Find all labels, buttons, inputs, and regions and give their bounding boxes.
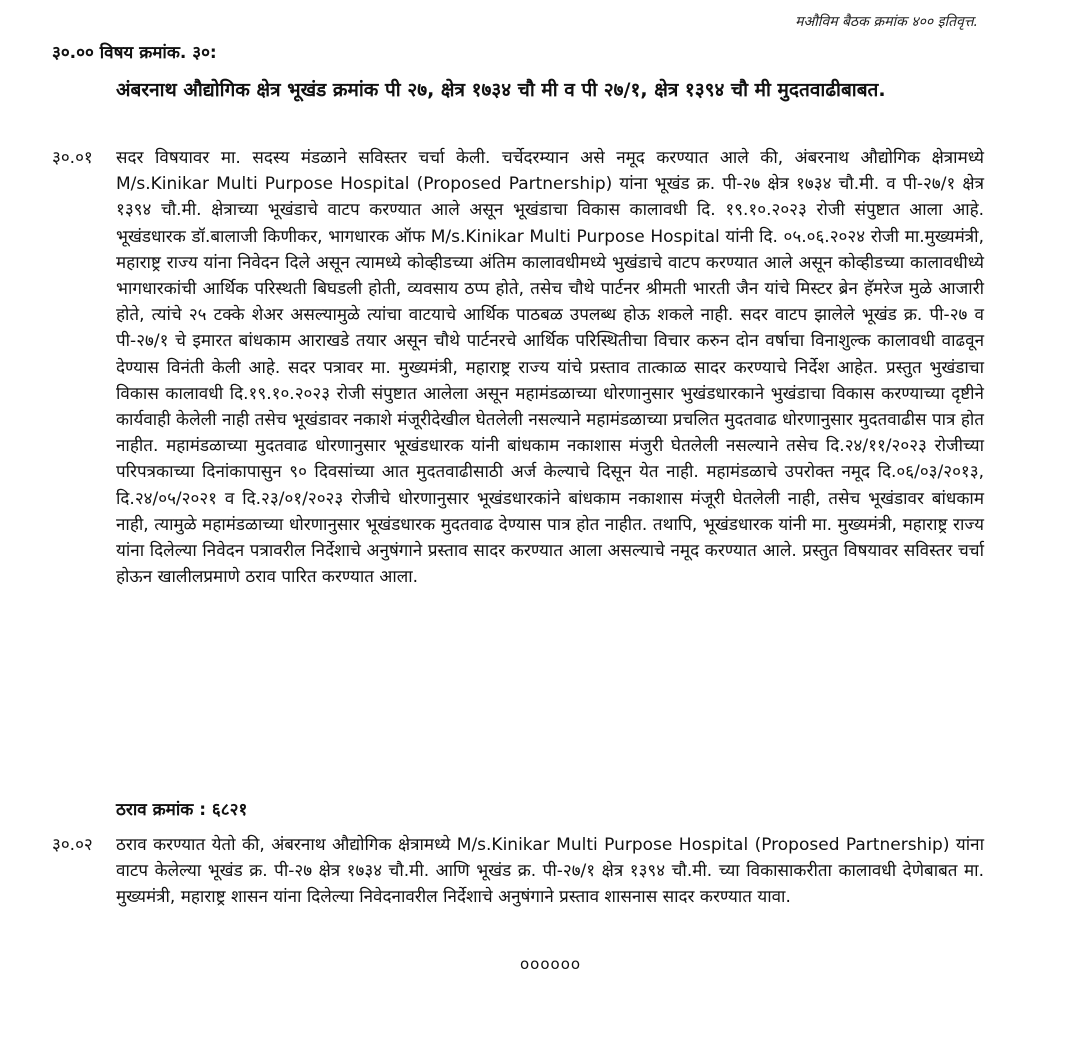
resolution-heading: ठराव क्रमांक : ६८२१ bbox=[116, 800, 248, 820]
end-of-section-mark: oooooo bbox=[520, 955, 582, 973]
paragraph-number-1: ३०.०१ bbox=[52, 148, 93, 168]
paragraph-number-2: ३०.०२ bbox=[52, 835, 93, 855]
meeting-minutes-header: मऔविम बैठक क्रमांक ४०० इतिवृत्त. bbox=[795, 14, 978, 30]
subject-title: अंबरनाथ औद्योगिक क्षेत्र भूखंड क्रमांक पी २७, क्षेत्र १७३४ चौ मी व पी २७/१, क्षेत्र १३९४ चौ मी मुदतवाढीबाबत. bbox=[116, 79, 886, 101]
paragraph-resolution: ठराव करण्यात येतो की, अंबरनाथ औद्योगिक क्षेत्रामध्ये M/s.Kinikar Multi Purpose Hospital (Proposed Partnership) यांना वाटप केलेल्या भूखंड क्र. पी-२७ क्षेत्र १७३४ चौ.मी. आणि भूखंड क्र. पी-२७/१ क्षेत्र १३९४ चौ.मी. च्या विकासाकरीता कालावधी देणेबाबत मा. मुख्यमंत्री, महाराष्ट्र शासन यांना दिलेल्या निवेदनावरील निर्देशाचे अनुषंगाने प्रस्ताव शासनास सादर करण्यात यावा. bbox=[116, 835, 984, 908]
paragraph-discussion: सदर विषयावर मा. सदस्य मंडळाने सविस्तर चर्चा केली. चर्चेदरम्यान असे नमूद करण्यात आले की, अंबरनाथ औद्योगिक क्षेत्रामध्ये M/s.Kinikar Multi Purpose Hospital (Proposed Partnership) यांना भूखंड क्र. पी-२७ क्षेत्र १७३४ चौ.मी. व पी-२७/१ क्षेत्र १३९४ चौ.मी. क्षेत्राच्या भूखंडाचे वाटप करण्यात आले असून भूखंडाचा विकास कालावधी दि. १९.१०.२०२३ रोजी संपुष्टात आला आहे. भूखंडधारक डॉ.बालाजी किणीकर, भागधारक ऑफ M/s.Kinikar Multi Purpose Hospital यांनी दि. ०५.०६.२०२४ रोजी मा.मुख्यमंत्री, महाराष्ट्र राज्य यांना निवेदन दिले असून त्यामध्ये कोव्हीडच्या अंतिम कालावधीमध्ये भुखंडाचे वाटप करण्यात आले असून कोव्हीडच्या कालावधीध्ये भागधारकांची आर्थिक परिस्थती बिघडली होती, व्यवसाय ठप्प होते, तसेच चौथे पार्टनर श्रीमती भारती जैन यांचे मिस्टर ब्रेन हॅमरेज मुळे आजारी होते, त्यांचे २५ टक्के शेअर असल्यामुळे त्यांचा वाटयाचे आर्थिक पाठबळ उपलब्ध होऊ शकले नाही. सदर वाटप झालेले भूखंड क्र. पी-२७ व पी-२७/१ चे इमारत बांधकाम आराखडे तयार असून चौथे पार्टनरचे आर्थिक परिस्थितीचा विचार करुन दोन वर्षाचा विनाशुल्क कालावधी वाढवून देण्यास विनंती केली आहे. सदर पत्रावर मा. मुख्यमंत्री, महाराष्ट्र राज्य यांचे प्रस्ताव तात्काळ सादर करण्याचे निर्देश आहेत. प्रस्तुत भुखंडाचा विकास कालावधी दि.१९.१०.२०२३ रोजी संपुष्टात आलेला असून महामंडळाच्या धोरणानुसार भुखंडधारकाने भुखंडाचा विकास करण्याच्या दृष्टीने कार्यवाही केलेली नाही तसेच भूखंडावर नकाशे मंजूरीदेखील घेतलेली नसल्याने महामंडळाच्या प्रचलित मुदतवाढ धोरणानुसार मुदतवाढीस पात्र होत नाहीत. महामंडळाच्या मुदतवाढ धोरणानुसार भूखंडधारक यांनी बांधकाम नकाशास मंजुरी घेतलेली नसल्याने तसेच दि.२४/११/२०२३ रोजीच्या परिपत्रकाच्या दिनांकापासुन ९० दिवसांच्या आत मुदतवाढीसाठी अर्ज केल्याचे दिसून येत नाही. महामंडळाचे उपरोक्त नमूद दि.०६/०३/२०१३, दि.२४/०५/२०२१ व दि.२३/०१/२०२३ रोजीचे धोरणानुसार भूखंडधारकांने बांधकाम नकाशास मंजूरी घेतलेली नाही, तसेच भूखंडावर बांधकाम नाही, त्यामुळे महामंडळाच्या धोरणानुसार भूखंडधारक मुदतवाढ देण्यास पात्र होत नाहीत. तथापि, भूखंडधारक यांनी मा. मुख्यमंत्री, महाराष्ट्र राज्य यांना दिलेल्या निवेदन पत्रावरील निर्देशाचे अनुषंगाने प्रस्ताव सादर करण्यात आला असल्याचे नमूद करण्यात आले. प्रस्तुत विषयावर सविस्तर चर्चा होऊन खालीलप्रमाणे ठराव पारित करण्यात आला. bbox=[116, 148, 984, 588]
subject-number-heading: ३०.०० विषय क्रमांक. ३०: bbox=[52, 43, 217, 63]
